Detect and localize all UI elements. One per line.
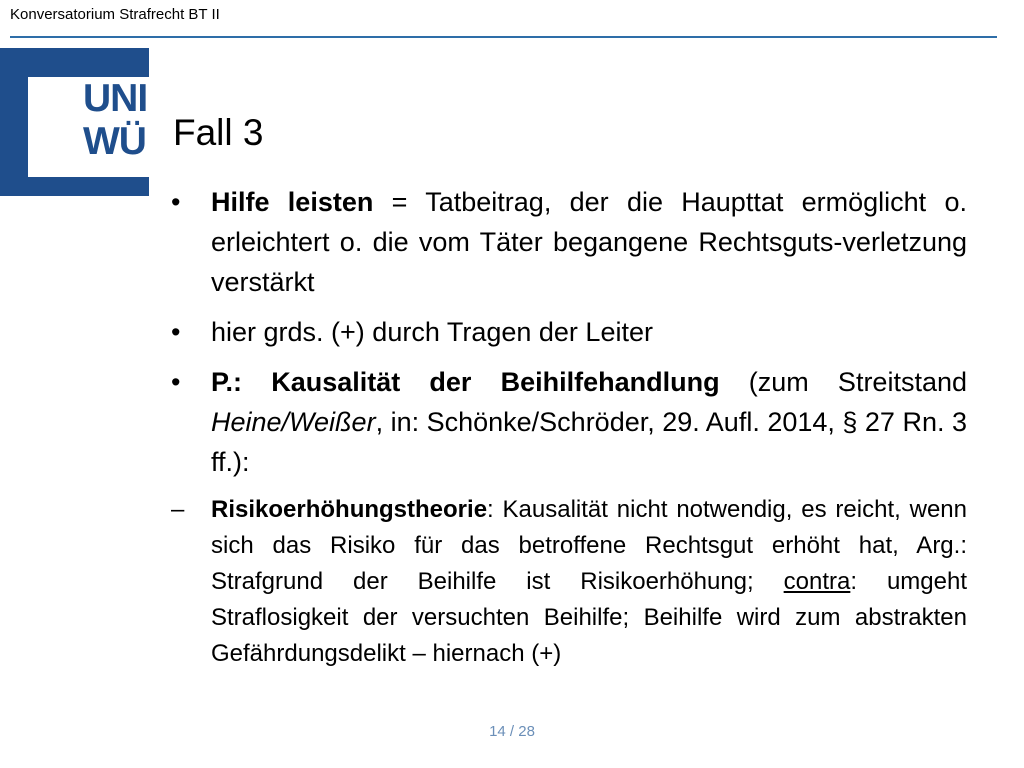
logo-text-line-2: WÜ — [83, 120, 146, 163]
bullet-text: hier grds. (+) durch Tragen der Leiter — [211, 317, 653, 347]
slide-content — [171, 182, 967, 682]
bullet-text: = Tatbeitrag, der die Haupttat ermöglicht o. erleichtert o. die vom Täter begangene Rechtsguts-verletzung verstärkt — [211, 187, 968, 297]
bullet-marker: • — [171, 367, 181, 397]
bullet-item-1 — [171, 182, 967, 302]
bullet-text-before-author: (zum Streitstand — [719, 367, 968, 397]
citation-author: Heine/Weißer — [211, 407, 376, 437]
sub-bullet-text-a: : Kausalität nicht notwendig, es reicht, wenn sich das Risiko für das betroffene Rechtsgut erhöht hat, Arg.: Strafgrund der Beihilfe ist Risikoerhöhung; — [211, 496, 967, 595]
sub-bullet-text-b: : umgeht Straflosigkeit der versuchten Beihilfe; Beihilfe wird zum abstrakten Gefährdungsdelikt – hiernach (+) — [211, 568, 968, 667]
bullet-term: P.: Kausalität der Beihilfehandlung — [211, 367, 720, 397]
slide-title: Fall 3 — [173, 112, 264, 153]
bullet-term: Hilfe leisten — [211, 187, 374, 217]
presentation-title: Konversatorium Strafrecht BT II — [10, 6, 220, 23]
sub-bullet-marker: – — [171, 496, 185, 523]
bullet-text-after-author: , in: Schönke/Schröder, 29. Aufl. 2014, § 27 Rn. 3 ff.): — [211, 407, 967, 477]
bullet-item-3 — [171, 362, 967, 482]
logo-text-line-1: UNI — [83, 77, 148, 120]
bullet-marker: • — [171, 187, 181, 217]
header-divider — [10, 36, 997, 38]
page-number: 14 / 28 — [489, 723, 535, 740]
sub-bullet-term: Risikoerhöhungstheorie — [211, 496, 488, 523]
bullet-item-2 — [171, 312, 967, 352]
sub-bullet-item-1 — [171, 492, 967, 672]
contra-label: contra — [783, 568, 851, 595]
bullet-marker: • — [171, 317, 181, 347]
